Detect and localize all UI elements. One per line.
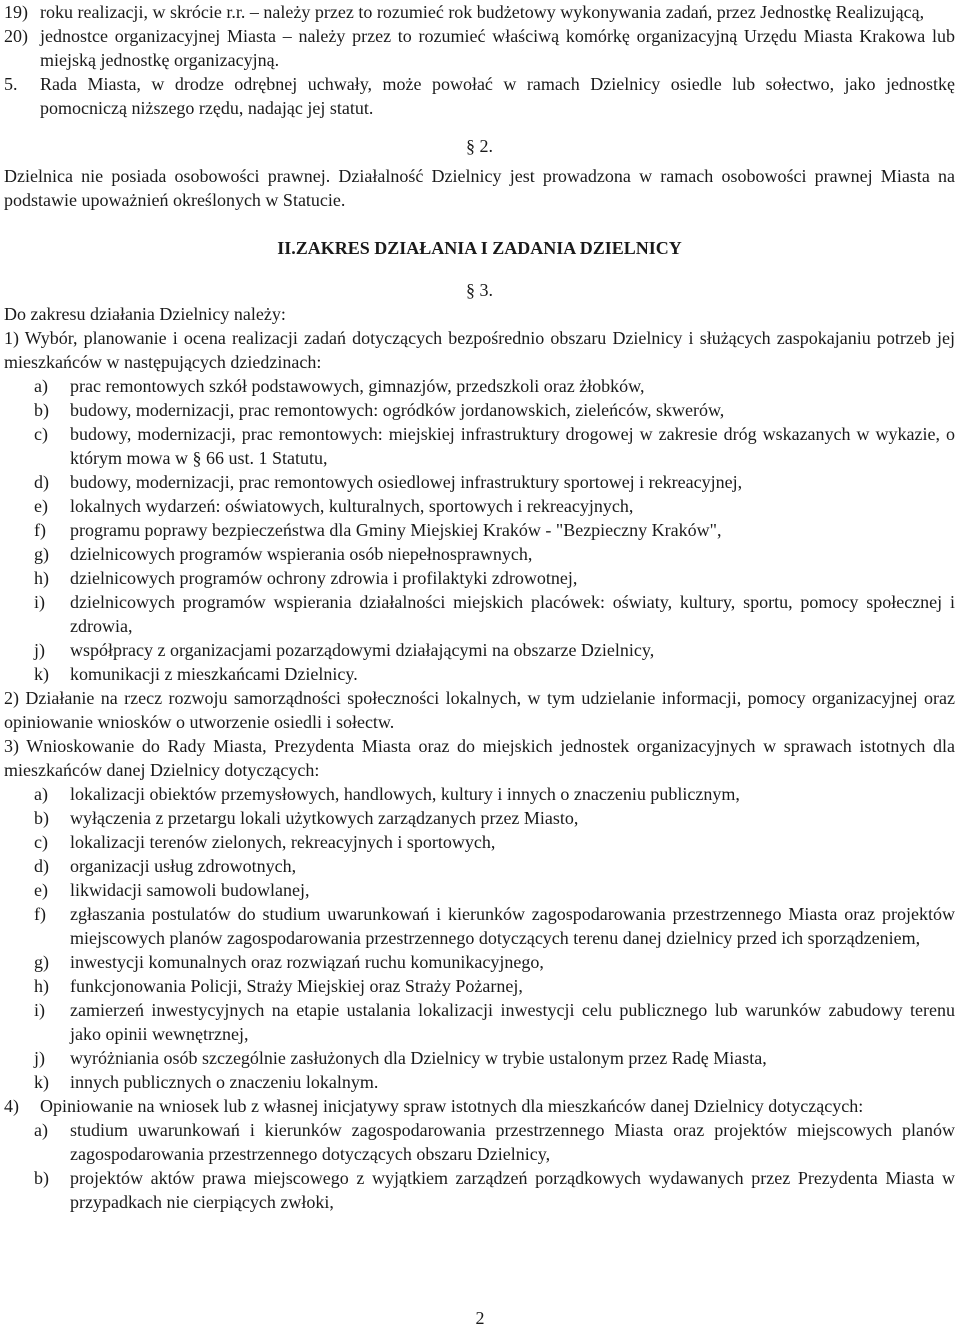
item-label: 5.	[4, 74, 18, 94]
item-text: zamierzeń inwestycyjnych na etapie ustalania lokalizacji inwestycji celu publicznego lub warunków zabudowy terenu jako opinii wewnętrznej,	[70, 1000, 955, 1044]
list-item	[34, 782, 955, 806]
item-label: e)	[34, 496, 48, 516]
item-text: innych publicznych o znaczeniu lokalnym.	[70, 1072, 379, 1092]
item-label: a)	[34, 784, 48, 804]
item-label: c)	[34, 832, 48, 852]
item-text: budowy, modernizacji, prac remontowych osiedlowej infrastruktury sportowej i rekreacyjnej,	[70, 472, 743, 492]
section-3-intro: Do zakresu działania Dzielnicy należy:	[4, 304, 286, 324]
item-label: g)	[34, 952, 49, 972]
item-text: Opiniowanie na wniosek lub z własnej inicjatywy spraw istotnych dla mieszkańców danej Dzielnicy dotyczących:	[40, 1096, 864, 1116]
item-text: roku realizacji, w skrócie r.r. – należy przez to rozumieć rok budżetowy wykonywania zadań, przez Jednostkę Realizującą,	[40, 2, 925, 22]
item-label: h)	[34, 568, 49, 588]
point-4	[4, 1094, 955, 1118]
item-label: a)	[34, 376, 48, 396]
item-label: d)	[34, 472, 49, 492]
item-text: lokalizacji terenów zielonych, rekreacyjnych i sportowych,	[70, 832, 496, 852]
list-item	[34, 518, 955, 542]
list-item-19	[4, 0, 955, 24]
item-text: budowy, modernizacji, prac remontowych: miejskiej infrastruktury drogowej w zakresie dróg wskazanych w wykazie, o którym mowa w § 66 ust. 1 Statutu,	[70, 424, 955, 468]
point-1-list	[34, 374, 955, 686]
section-mark-3: § 3.	[466, 280, 493, 300]
item-text: likwidacji samowoli budowlanej,	[70, 880, 310, 900]
list-item	[34, 950, 955, 974]
item-label: h)	[34, 976, 49, 996]
list-item	[34, 590, 955, 638]
list-item	[34, 878, 955, 902]
section-2-text: Dzielnica nie posiada osobowości prawnej. Działalność Dzielnicy jest prowadzona w ramach osobowości prawnej Miasta na podstawie upoważnień określonych w Statucie.	[4, 166, 955, 210]
item-label: b)	[34, 1168, 49, 1188]
item-label: k)	[34, 1072, 49, 1092]
item-text: zgłaszania postulatów do studium uwarunkowań i kierunków zagospodarowania przestrzennego Miasta oraz projektów miejscowych planów zagospodarowania przestrzennego dotyczących terenu danej dzielnicy przed ich sporządzeniem,	[70, 904, 955, 948]
item-label: a)	[34, 1120, 48, 1140]
list-item	[34, 854, 955, 878]
item-label: 4)	[4, 1096, 19, 1116]
list-item	[34, 470, 955, 494]
document-page	[4, 0, 955, 1214]
list-item	[34, 638, 955, 662]
list-item-5	[4, 72, 955, 120]
item-label: 20)	[4, 26, 28, 46]
list-item	[34, 662, 955, 686]
item-label: k)	[34, 664, 49, 684]
list-item	[34, 806, 955, 830]
item-text: funkcjonowania Policji, Straży Miejskiej oraz Straży Pożarnej,	[70, 976, 523, 996]
list-item	[34, 566, 955, 590]
list-item	[34, 1070, 955, 1094]
chapter-heading: II.ZAKRES DZIAŁANIA I ZADANIA DZIELNICY	[277, 238, 682, 258]
item-text: lokalizacji obiektów przemysłowych, handlowych, kultury i innych o znaczeniu publicznym,	[70, 784, 740, 804]
item-text: dzielnicowych programów wspierania działalności miejskich placówek: oświaty, kultury, sportu, pomocy społecznej i zdrowia,	[70, 592, 955, 636]
item-text: wyróżniania osób szczególnie zasłużonych dla Dzielnicy w trybie ustalonym przez Radę Miasta,	[70, 1048, 767, 1068]
point-1-text: 1) Wybór, planowanie i ocena realizacji zadań dotyczących bezpośrednio obszaru Dzielnicy i służących zaspokajaniu potrzeb jej mieszkańców w następujących dziedzinach:	[4, 328, 955, 372]
list-item	[34, 974, 955, 998]
item-label: i)	[34, 1000, 45, 1020]
item-label: i)	[34, 592, 45, 612]
item-text: prac remontowych szkół podstawowych, gimnazjów, przedszkoli oraz żłobków,	[70, 376, 645, 396]
item-text: inwestycji komunalnych oraz rozwiązań ruchu komunikacyjnego,	[70, 952, 544, 972]
section-mark-2: § 2.	[466, 136, 493, 156]
item-label: j)	[34, 1048, 45, 1068]
item-label: j)	[34, 640, 45, 660]
item-text: wyłączenia z przetargu lokali użytkowych zarządzanych przez Miasto,	[70, 808, 579, 828]
page-number: 2	[475, 1308, 485, 1328]
list-item	[34, 998, 955, 1046]
item-label: c)	[34, 424, 48, 444]
item-text: Rada Miasta, w drodze odrębnej uchwały, może powołać w ramach Dzielnicy osiedle lub sołectwo, jako jednostkę pomocniczą niższego rzędu, nadając jej statut.	[40, 74, 955, 118]
list-item-20	[4, 24, 955, 72]
list-item	[34, 1046, 955, 1070]
item-label: d)	[34, 856, 49, 876]
point-3-list	[34, 782, 955, 1094]
item-text: budowy, modernizacji, prac remontowych: ogródków jordanowskich, zieleńców, skwerów,	[70, 400, 725, 420]
item-text: współpracy z organizacjami pozarządowymi działającymi na obszarze Dzielnicy,	[70, 640, 655, 660]
list-item	[34, 398, 955, 422]
item-label: b)	[34, 400, 49, 420]
point-4-list	[34, 1118, 955, 1214]
item-text: organizacji usług zdrowotnych,	[70, 856, 297, 876]
item-text: studium uwarunkowań i kierunków zagospodarowania przestrzennego Miasta oraz projektów miejscowych planów zagospodarowania przestrzennego dotyczących obszaru Dzielnicy,	[70, 1120, 955, 1164]
item-text: jednostce organizacyjnej Miasta – należy przez to rozumieć właściwą komórkę organizacyjną Urzędu Miasta Krakowa lub miejską jednostkę organizacyjną.	[40, 26, 955, 70]
list-item	[34, 1166, 955, 1214]
item-text: komunikacji z mieszkańcami Dzielnicy.	[70, 664, 358, 684]
item-label: 19)	[4, 2, 28, 22]
item-text: programu poprawy bezpieczeństwa dla Gminy Miejskiej Kraków - "Bezpieczny Kraków",	[70, 520, 722, 540]
list-item	[34, 374, 955, 398]
item-text: lokalnych wydarzeń: oświatowych, kulturalnych, sportowych i rekreacyjnych,	[70, 496, 634, 516]
item-label: b)	[34, 808, 49, 828]
list-item	[34, 830, 955, 854]
list-item	[34, 494, 955, 518]
list-item	[34, 422, 955, 470]
point-2-text: 2) Działanie na rzecz rozwoju samorządności społeczności lokalnych, w tym udzielanie informacji, pomocy organizacyjnej oraz opiniowanie wniosków o utworzenie osiedli i sołectw.	[4, 688, 955, 732]
item-text: dzielnicowych programów wspierania osób niepełnosprawnych,	[70, 544, 533, 564]
item-label: e)	[34, 880, 48, 900]
list-item	[34, 902, 955, 950]
item-label: f)	[34, 520, 46, 540]
item-label: f)	[34, 904, 46, 924]
list-item	[34, 542, 955, 566]
point-3-text: 3) Wnioskowanie do Rady Miasta, Prezydenta Miasta oraz do miejskich jednostek organizacyjnych w sprawach istotnych dla mieszkańców danej Dzielnicy dotyczących:	[4, 736, 955, 780]
item-text: dzielnicowych programów ochrony zdrowia i profilaktyki zdrowotnej,	[70, 568, 578, 588]
item-text: projektów aktów prawa miejscowego z wyjątkiem zarządzeń porządkowych wydawanych przez Prezydenta Miasta w przypadkach nie cierpiących zwłoki,	[70, 1168, 955, 1212]
item-label: g)	[34, 544, 49, 564]
list-item	[34, 1118, 955, 1166]
